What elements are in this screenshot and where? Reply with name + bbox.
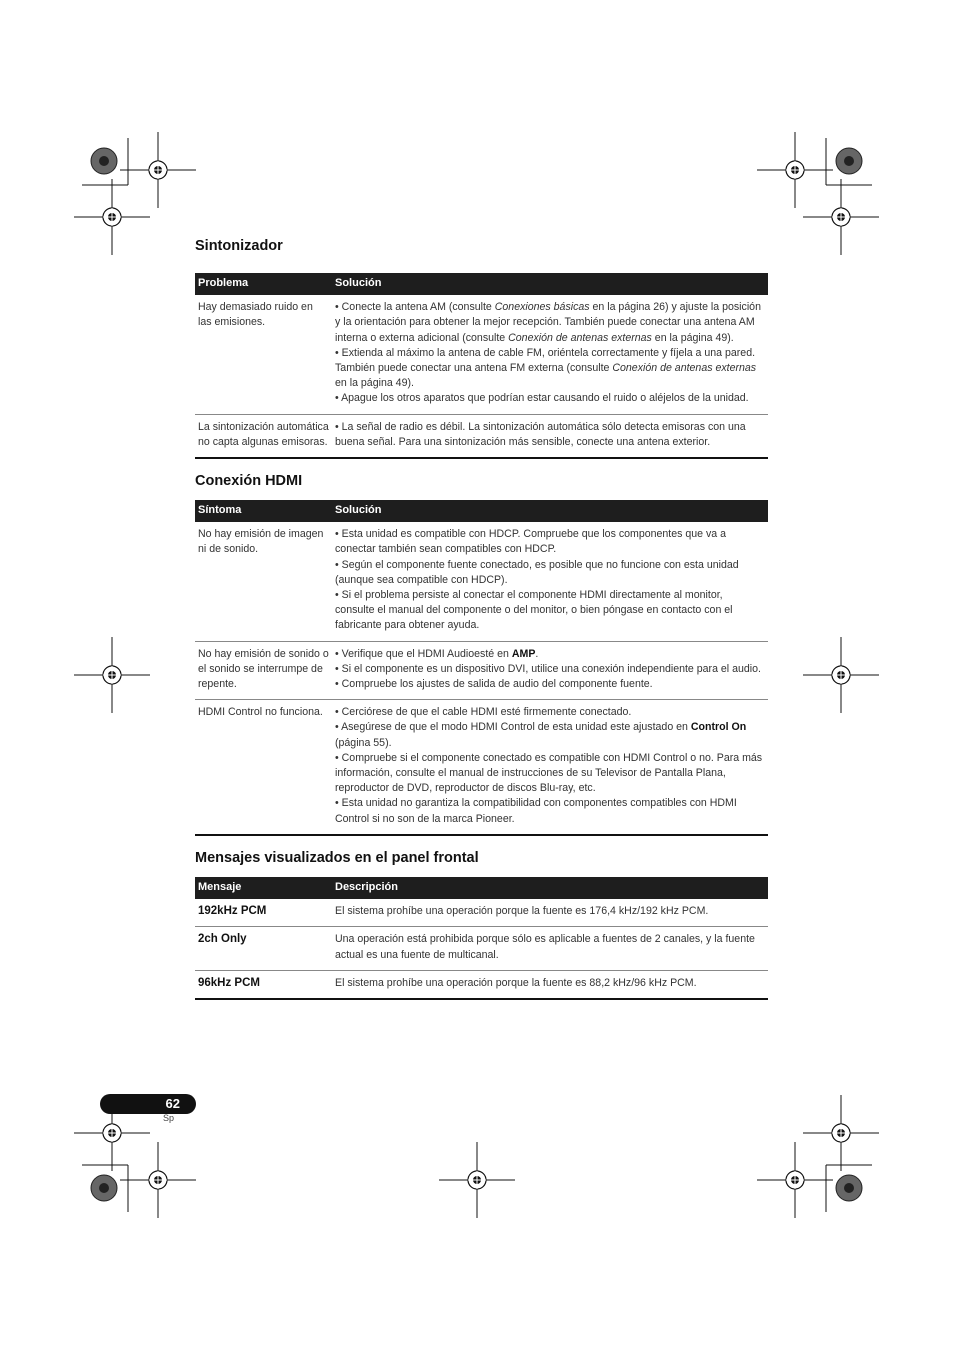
table-row [195, 522, 768, 641]
table-row [195, 927, 768, 970]
symptom-cell: HDMI Control no funciona. [195, 700, 332, 835]
solution-bullet: • Conecte la antena AM (consulte Conexiones básicas en la página 26) y ajuste la posición y la orientación para obtener la mejor recepción. También puede conectar una antena AM interna o externa adicional (consulte Conexión de antenas externas en la página 49). [335, 301, 761, 344]
solution-bullet: • Cerciórese de que el cable HDMI esté firmemente conectado. [335, 706, 632, 719]
description-cell: El sistema prohíbe una operación porque la fuente es 176,4 kHz/192 kHz PCM. [332, 899, 768, 927]
solution-bullet: • Verifique que el HDMI Audioesté en AMP. [335, 647, 539, 660]
col-header-solution: Solución [332, 500, 768, 522]
messages-table [195, 877, 768, 1000]
solution-bullet: • Compruebe si el componente conectado es compatible con HDMI Control o no. Para más información, consulte el manual de instrucciones de su Televisor de Pantalla Plana, reproductor de DVD, reproductor de discos Blu-ray, etc. [335, 751, 763, 795]
solution-bullet: • Asegúrese de que el modo HDMI Control de esta unidad este ajustado en Control On (página 55). [335, 721, 747, 749]
symptom-cell: No hay emisión de imagen ni de sonido. [195, 522, 332, 641]
table-header [195, 877, 768, 899]
col-header-message: Mensaje [195, 877, 332, 899]
language-label: Sp [163, 1113, 175, 1123]
table-header [195, 273, 768, 295]
col-header-solution: Solución [332, 273, 768, 295]
section-title-hdmi: Conexión HDMI [195, 473, 303, 490]
solution-bullet: • La señal de radio es débil. La sintonización automática sólo detecta emisoras con una buena señal. Para una sintonización más sensible, conecte una antena exterior. [335, 420, 746, 448]
table-row [195, 641, 768, 700]
solution-cell [332, 522, 768, 641]
reg-mark-top-left [74, 132, 196, 255]
solution-bullet: • Compruebe los ajustes de salida de audio del componente fuente. [335, 678, 653, 691]
solution-bullet: • Esta unidad no garantiza la compatibilidad con componentes compatibles con HDMI Control si no son de la marca Pioneer. [335, 797, 737, 825]
reg-mark-bottom-center [439, 1142, 515, 1218]
solution-bullet: • Apague los otros aparatos que podrían estar causando el ruido o aléjelos de la unidad. [335, 392, 749, 405]
col-header-description: Descripción [332, 877, 768, 899]
table-row [195, 414, 768, 458]
description-cell: Una operación está prohibida porque sólo es aplicable a fuentes de 2 canales, y la fuente actual es una fuente de multicanal. [332, 927, 768, 970]
table-row [195, 700, 768, 835]
problem-cell: La sintonización automática no capta algunas emisoras. [195, 414, 332, 458]
solution-bullet: • Según el componente fuente conectado, es posible que no funcione con esta unidad (aunque sea compatible con HDCP). [335, 558, 739, 586]
solution-cell [332, 295, 768, 414]
reg-mark-top-right [757, 132, 879, 255]
reg-mark-mid-left [74, 637, 150, 713]
solution-cell [332, 414, 768, 458]
table-row [195, 970, 768, 999]
page-content [195, 236, 768, 1000]
solution-bullet: • Si el componente es un dispositivo DVI, utilice una conexión independiente para el audio. [335, 662, 761, 675]
page-number-badge: 62 [100, 1094, 196, 1114]
col-header-symptom: Síntoma [195, 500, 332, 522]
table-row [195, 899, 768, 927]
table-header [195, 500, 768, 522]
hdmi-table [195, 500, 768, 836]
table-row [195, 295, 768, 414]
problem-cell: Hay demasiado ruido en las emisiones. [195, 295, 332, 414]
solution-cell [332, 700, 768, 835]
tuner-table [195, 273, 768, 459]
col-header-problem: Problema [195, 273, 332, 295]
solution-cell [332, 641, 768, 700]
description-cell: El sistema prohíbe una operación porque la fuente es 88,2 kHz/96 kHz PCM. [332, 970, 768, 999]
message-cell: 192kHz PCM [195, 899, 332, 927]
message-cell: 2ch Only [195, 927, 332, 970]
solution-bullet: • Si el problema persiste al conectar el componente HDMI directamente al monitor, consulte el manual del componente o del monitor, o bien póngase en contacto con el fabricante para obtener ayuda. [335, 589, 733, 632]
symptom-cell: No hay emisión de sonido o el sonido se interrumpe de repente. [195, 641, 332, 700]
reg-mark-bottom-right [757, 1095, 879, 1218]
solution-bullet: • Extienda al máximo la antena de cable FM, oriéntela correctamente y fíjela a una pared. También puede conectar una antena FM externa (consulte Conexión de antenas externas en la página 49). [335, 346, 757, 390]
solution-bullet: • Esta unidad es compatible con HDCP. Compruebe que los componentes que va a conectar también sean compatibles con HDCP. [335, 528, 727, 556]
reg-mark-mid-right [803, 637, 879, 713]
section-title-tuner: Sintonizador [195, 238, 283, 254]
message-cell: 96kHz PCM [195, 970, 332, 999]
section-title-messages: Mensajes visualizados en el panel frontal [195, 849, 479, 866]
